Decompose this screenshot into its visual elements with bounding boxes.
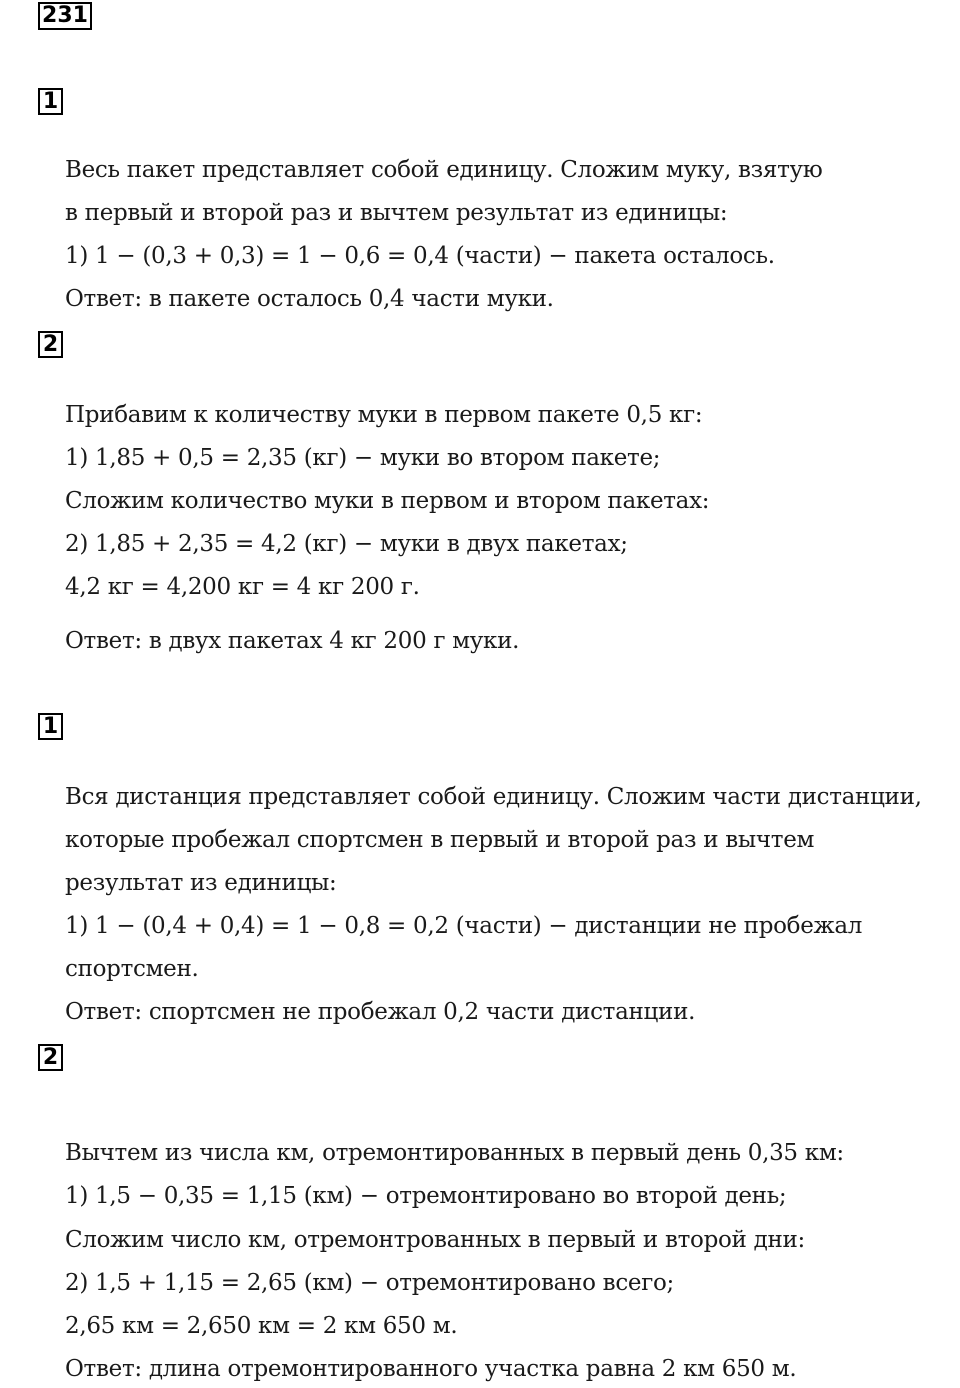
section-3-line-1: Вся дистанция представляет собой единицу. Сложим части дистанции, <box>65 784 922 810</box>
section-3-line-5: спортсмен. <box>65 956 199 982</box>
section-1-answer: Ответ: в пакете осталось 0,4 части муки. <box>65 286 554 312</box>
section-4-line-5: 2,65 км = 2,650 км = 2 км 650 м. <box>65 1313 458 1339</box>
section-2-line-1: Прибавим к количеству муки в первом пакете 0,5 кг: <box>65 402 703 428</box>
section-1-badge: 1 <box>38 88 63 115</box>
section-2-answer: Ответ: в двух пакетах 4 кг 200 г муки. <box>65 628 520 654</box>
section-2-line-3: Сложим количество муки в первом и втором пакетах: <box>65 488 710 514</box>
section-4-line-2: 1) 1,5 − 0,35 = 1,15 (км) − отремонтировано во второй день; <box>65 1183 787 1209</box>
section-3-answer: Ответ: спортсмен не пробежал 0,2 части дистанции. <box>65 999 696 1025</box>
task-number-badge: 231 <box>38 2 92 30</box>
section-2-line-4: 2) 1,85 + 2,35 = 4,2 (кг) − муки в двух пакетах; <box>65 531 628 557</box>
section-1-line-1: Весь пакет представляет собой единицу. Сложим муку, взятую <box>65 157 823 183</box>
section-4-answer: Ответ: длина отремонтированного участка равна 2 км 650 м. <box>65 1356 797 1382</box>
section-4-line-4: 2) 1,5 + 1,15 = 2,65 (км) − отремонтировано всего; <box>65 1270 674 1296</box>
section-2-line-2: 1) 1,85 + 0,5 = 2,35 (кг) − муки во втором пакете; <box>65 445 661 471</box>
section-4-line-3: Сложим число км, отремонтрованных в первый и второй дни: <box>65 1227 805 1253</box>
section-1-line-3: 1) 1 − (0,3 + 0,3) = 1 − 0,6 = 0,4 (части) − пакета осталось. <box>65 243 775 269</box>
section-2-badge: 2 <box>38 331 63 358</box>
section-2-line-5: 4,2 кг = 4,200 кг = 4 кг 200 г. <box>65 574 420 600</box>
section-4-badge: 2 <box>38 1044 63 1071</box>
section-1-line-2: в первый и второй раз и вычтем результат из единицы: <box>65 200 728 226</box>
section-3-line-2: которые пробежал спортсмен в первый и второй раз и вычтем <box>65 827 815 853</box>
section-3-line-4: 1) 1 − (0,4 + 0,4) = 1 − 0,8 = 0,2 (части) − дистанции не пробежал <box>65 913 863 939</box>
section-3-badge: 1 <box>38 713 63 740</box>
section-3-line-3: результат из единицы: <box>65 870 337 896</box>
section-4-line-1: Вычтем из числа км, отремонтированных в первый день 0,35 км: <box>65 1140 844 1166</box>
